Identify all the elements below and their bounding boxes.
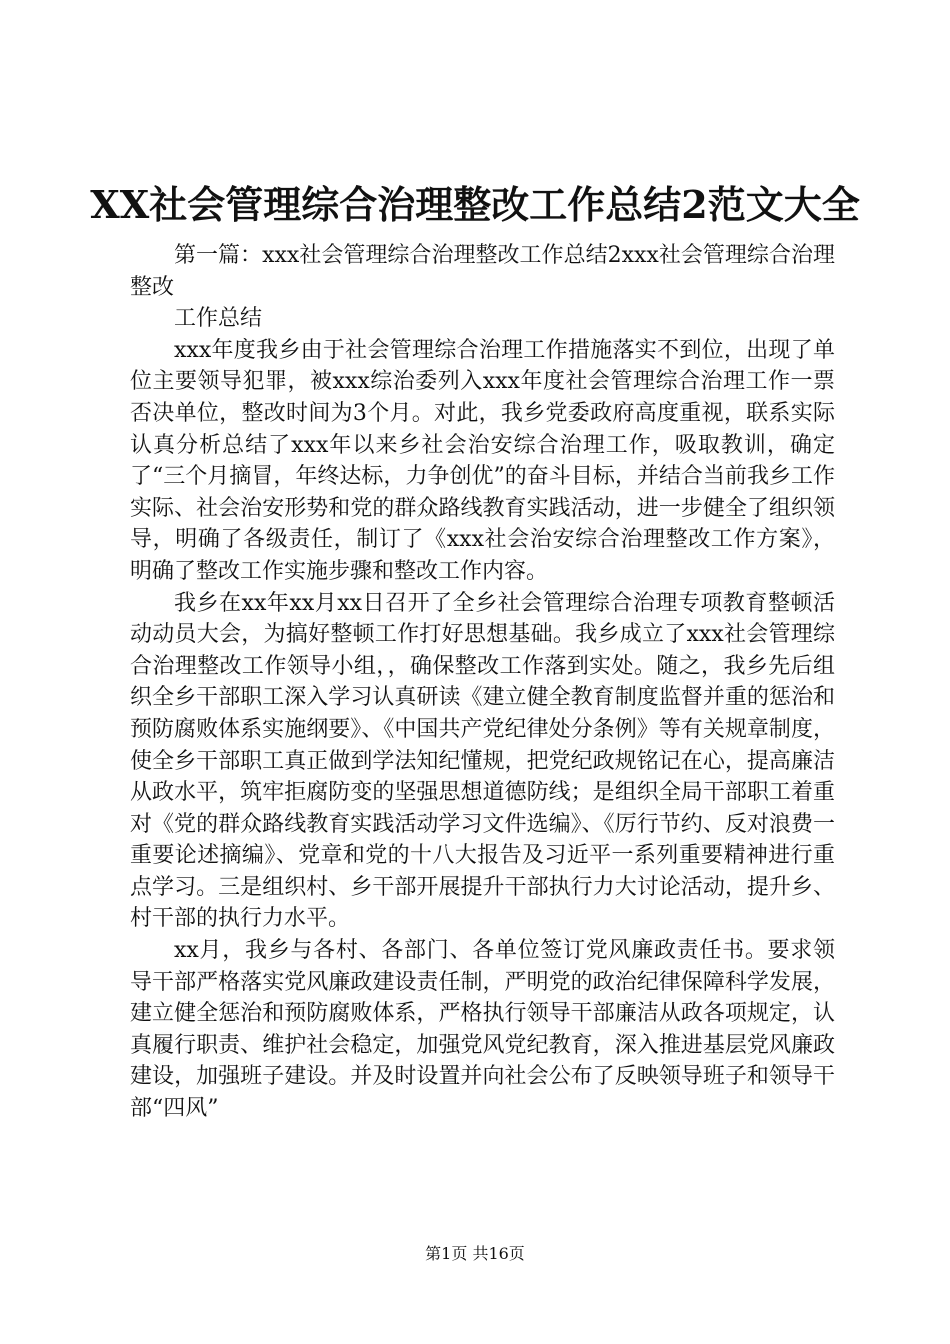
paragraph-heading: 第一篇：xxx社会管理综合治理整改工作总结2xxx社会管理综合治理整改 [130,243,835,300]
paragraph-body: xx月，我乡与各村、各部门、各单位签订党风廉政责任书。要求领导干部严格落实党风廉政建设责任制，严明党的政治纪律保障科学发展，建立健全惩治和预防腐败体系，严格执行领导干部廉洁从政各项规定，认真履行职责、维护社会稳定，加强党风党纪教育，深入推进基层党风廉政建设，加强班子建设。并及时设置并向社会公布了反映领导班子和领导干部“四风” [130,938,835,1122]
paragraph-body: 我乡在xx年xx月xx日召开了全乡社会管理综合治理专项教育整顿活动动员大会，为搞好整顿工作打好思想基础。我乡成立了xxx社会管理综合治理整改工作领导小组，，确保整改工作落到实处。随之，我乡先后组织全乡干部职工深入学习认真研读《建立健全教育制度监督并重的惩治和预防腐败体系实施纲要》、《中国共产党纪律处分条例》等有关规章制度，使全乡干部职工真正做到学法知纪懂规，把党纪政规铭记在心，提高廉洁从政水平，筑牢拒腐防变的坚强思想道德防线；是组织全局干部职工着重对《党的群众路线教育实践活动学习文件选编》、《厉行节约、反对浪费一重要论述摘编》、党章和党的十八大报告及习近平一系列重要精神进行重点学习。三是组织村、乡干部开展提升干部执行力大讨论活动，提升乡、村干部的执行力水平。 [130,590,835,932]
paragraph-subheading: 工作总结 [174,306,263,332]
document-title: XX社会管理综合治理整改工作总结2范文大全 [90,182,860,227]
document-body [130,240,835,1125]
page-number-footer: 第1页 共16页 [425,1244,525,1263]
paragraph-body: xxx年度我乡由于社会管理综合治理工作措施落实不到位，出现了单位主要领导犯罪，被xxx综治委列入xxx年度社会管理综合治理工作一票否决单位，整改时间为3个月。对此，我乡党委政府高度重视，联系实际认真分析总结了xxx年以来乡社会治安综合治理工作，吸取教训，确定了“三个月摘冒，年终达标，力争创优”的奋斗目标，并结合当前我乡工作实际、社会治安形势和党的群众路线教育实践活动，进一步健全了组织领导，明确了各级责任，制订了《xxx社会治安综合治理整改工作方案》，明确了整改工作实施步骤和整改工作内容。 [130,337,835,584]
